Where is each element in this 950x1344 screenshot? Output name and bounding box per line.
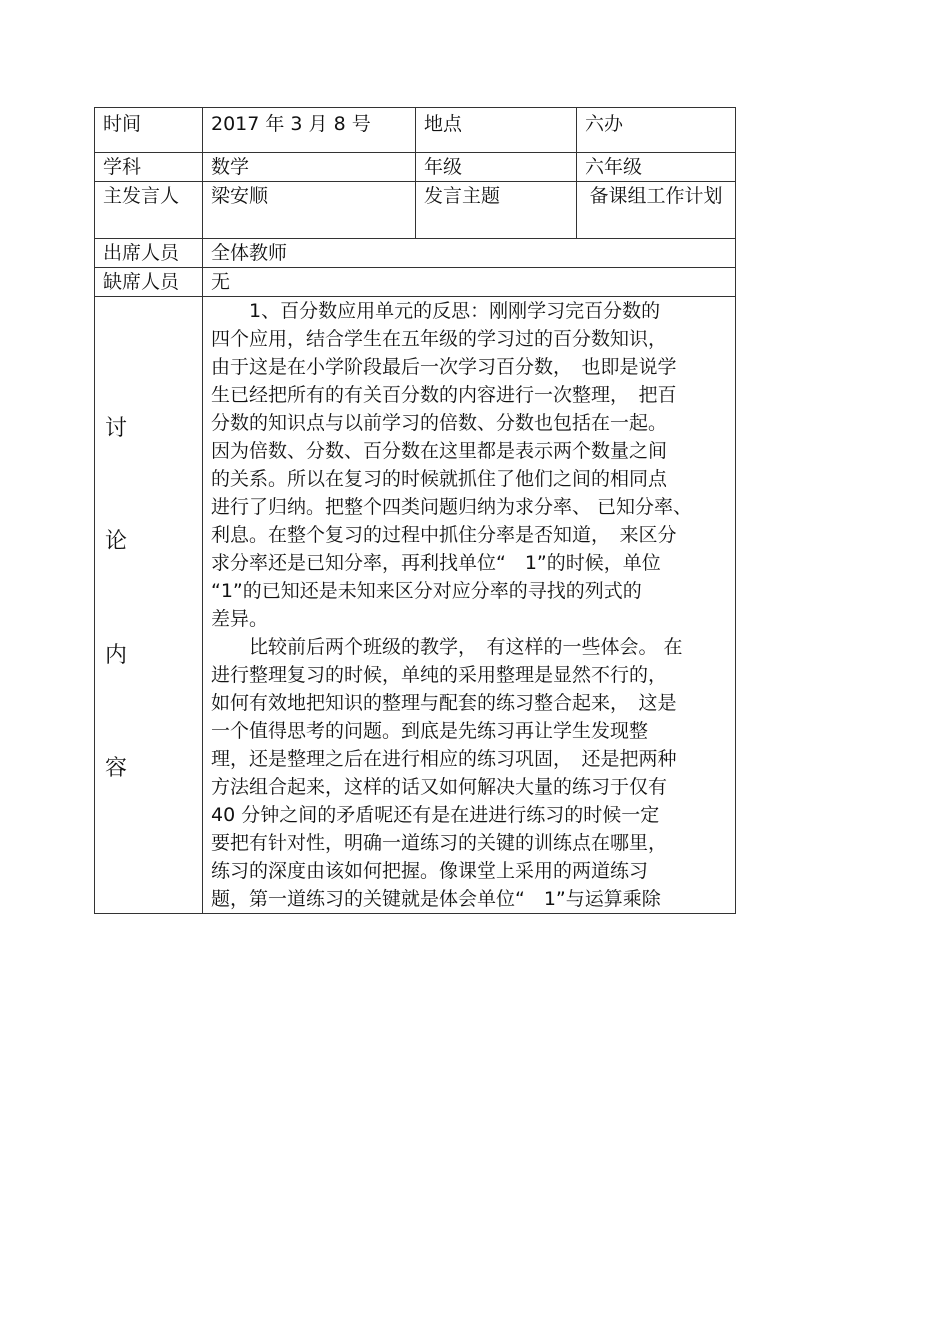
text-line: 理，还是整理之后在进行相应的练习巩固， 还是把两种: [211, 748, 677, 770]
text-line: 进行了归纳。把整个四类问题归纳为求分率、 已知分率、: [211, 496, 693, 518]
text-line: 由于这是在小学阶段最后一次学习百分数， 也即是说学: [211, 356, 677, 378]
discussion-label-char: 论: [105, 529, 128, 554]
grade-value: 六年级: [577, 153, 736, 182]
row-attendees: [95, 239, 736, 268]
row-absentees: [95, 268, 736, 297]
subject-value: 数学: [203, 153, 416, 182]
row-speaker-topic: [95, 182, 736, 239]
grade-label: 年级: [416, 153, 577, 182]
discussion-label-char: 讨: [105, 416, 128, 441]
text-line: 四个应用，结合学生在五年级的学习过的百分数知识，: [211, 328, 668, 350]
text-line: 40 分钟之间的矛盾呢还有是在进进行练习的时候一定: [211, 804, 660, 826]
text-line: 要把有针对性，明确一道练习的关键的训练点在哪里，: [211, 832, 668, 854]
time-value: 2017 年 3 月 8 号: [203, 108, 416, 153]
text-line: 一个值得思考的问题。到底是先练习再让学生发现整: [211, 720, 649, 742]
discussion-label-char: 容: [105, 756, 128, 781]
speaker-label: 主发言人: [95, 182, 203, 239]
discussion-content: [203, 297, 736, 914]
speaker-value: 梁安顺: [203, 182, 416, 239]
text-line: “1”的已知还是未知来区分对应分率的寻找的列式的: [211, 580, 642, 602]
text-line: 如何有效地把知识的整理与配套的练习整合起来， 这是: [211, 692, 677, 714]
subject-label: 学科: [95, 153, 203, 182]
text-line: 求分率还是已知分率，再利找单位“ 1”的时候，单位: [211, 552, 661, 574]
text-line: 比较前后两个班级的教学， 有这样的一些体会。 在: [211, 636, 683, 658]
text-line: 1、百分数应用单元的反思：刚刚学习完百分数的: [211, 300, 661, 322]
text-line: 进行整理复习的时候，单纯的采用整理是显然不行的，: [211, 664, 668, 686]
text-line: 分数的知识点与以前学习的倍数、分数也包括在一起。: [211, 412, 668, 434]
absent-label: 缺席人员: [95, 268, 203, 297]
attend-value: 全体教师: [203, 239, 736, 268]
absent-value: 无: [203, 268, 736, 297]
place-label: 地点: [416, 108, 577, 153]
row-time-place: [95, 108, 736, 153]
meeting-record-table: [94, 107, 736, 914]
text-line: 的关系。所以在复习的时候就抓住了他们之间的相同点: [211, 468, 668, 490]
attend-label: 出席人员: [95, 239, 203, 268]
text-line: 差异。: [211, 608, 269, 630]
row-discussion: [95, 297, 736, 914]
time-label: 时间: [95, 108, 203, 153]
discussion-label-cell: [95, 297, 203, 914]
text-line: 方法组合起来，这样的话又如何解决大量的练习于仅有: [211, 776, 668, 798]
topic-value: 备课组工作计划: [577, 182, 736, 239]
text-line: 练习的深度由该如何把握。像课堂上采用的两道练习: [211, 860, 649, 882]
topic-label: 发言主题: [416, 182, 577, 239]
text-line: 因为倍数、分数、百分数在这里都是表示两个数量之间: [211, 440, 668, 462]
discussion-label-char: 内: [105, 643, 128, 668]
row-subject-grade: [95, 153, 736, 182]
place-value: 六办: [577, 108, 736, 153]
text-line: 利息。在整个复习的过程中抓住分率是否知道， 来区分: [211, 524, 677, 546]
text-line: 题，第一道练习的关键就是体会单位“ 1”与运算乘除: [211, 888, 661, 910]
text-line: 生已经把所有的有关百分数的内容进行一次整理， 把百: [211, 384, 677, 406]
